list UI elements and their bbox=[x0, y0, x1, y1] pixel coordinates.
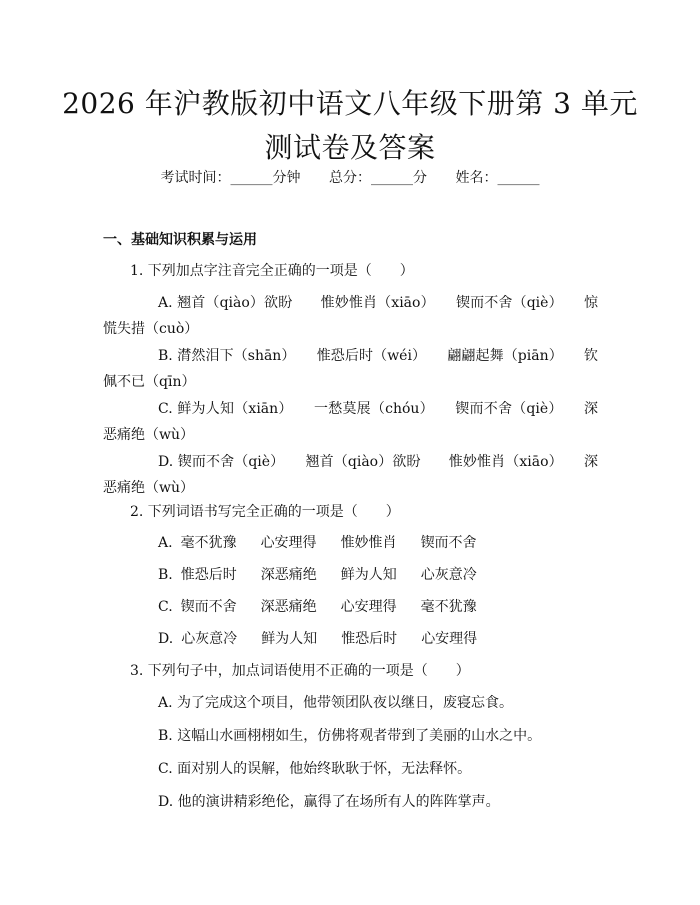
question-1-option-c bbox=[103, 396, 598, 448]
option-word: 深恶痛绝 bbox=[260, 599, 317, 615]
option-text: B. 潸然泪下（shān） 惟恐后时（wéi） 翩翩起舞（piān） 钦佩不已（qīn） bbox=[103, 348, 598, 390]
question-1-stem: 1. 下列加点字注音完全正确的一项是（ ） bbox=[130, 263, 414, 279]
student-name-label: 姓名：______ bbox=[455, 170, 540, 186]
question-2-option-c bbox=[158, 597, 477, 617]
option-word: 毫不犹豫 bbox=[180, 535, 237, 551]
question-2-option-d bbox=[158, 629, 477, 649]
question-3-option-c: C. 面对别人的误解，他始终耿耿于怀，无法释怀。 bbox=[158, 761, 472, 777]
option-word: 锲而不舍 bbox=[180, 599, 237, 615]
option-word: 心安理得 bbox=[260, 535, 317, 551]
option-text: C. 鲜为人知（xiān） 一愁莫展（chóu） 锲而不舍（qiè） 深恶痛绝（wù） bbox=[103, 401, 598, 443]
question-1-option-b bbox=[103, 343, 598, 395]
question-3-option-b: B. 这幅山水画栩栩如生，仿佛将观者带到了美丽的山水之中。 bbox=[158, 728, 542, 744]
option-word: 鲜为人知 bbox=[261, 631, 318, 647]
option-letter: C. bbox=[158, 599, 173, 615]
question-3-option-a: A. 为了完成这个项目，他带领团队夜以继日，废寝忘食。 bbox=[158, 695, 514, 711]
section-title: 一、基础知识积累与运用 bbox=[103, 232, 257, 248]
option-text: A. 翘首（qiào）欲盼 惟妙惟肖（xiāo） 锲而不舍（qiè） 惊慌失措（cuò） bbox=[103, 295, 598, 337]
exam-meta bbox=[0, 168, 700, 188]
option-word: 惟恐后时 bbox=[180, 567, 237, 583]
option-text: D. 锲而不舍（qiè） 翘首（qiào）欲盼 惟妙惟肖（xiāo） 深恶痛绝（wù） bbox=[103, 454, 598, 496]
question-1-option-a bbox=[103, 290, 598, 342]
question-2-option-a bbox=[158, 533, 477, 553]
document-title bbox=[60, 82, 640, 170]
option-letter: D. bbox=[158, 631, 174, 647]
option-letter: B. bbox=[158, 567, 173, 583]
option-word: 锲而不舍 bbox=[420, 535, 477, 551]
option-word: 心灰意冷 bbox=[181, 631, 238, 647]
option-letter: A. bbox=[158, 535, 173, 551]
title-line-1: 2026 年沪教版初中语文八年级下册第 3 单元 bbox=[62, 87, 638, 120]
question-1-option-d bbox=[103, 449, 598, 501]
option-word: 心灰意冷 bbox=[420, 567, 477, 583]
question-2-stem: 2. 下列词语书写完全正确的一项是（ ） bbox=[130, 504, 400, 520]
option-word: 鲜为人知 bbox=[340, 567, 397, 583]
question-3-option-d: D. 他的演讲精彩绝伦，赢得了在场所有人的阵阵掌声。 bbox=[158, 794, 500, 810]
total-score-label: 总分：______分 bbox=[329, 170, 427, 186]
option-word: 心安理得 bbox=[340, 599, 397, 615]
exam-time-label: 考试时间：______分钟 bbox=[160, 170, 301, 186]
option-word: 心安理得 bbox=[421, 631, 478, 647]
option-word: 深恶痛绝 bbox=[260, 567, 317, 583]
option-word: 毫不犹豫 bbox=[420, 599, 477, 615]
question-2-option-b bbox=[158, 565, 477, 585]
question-3-stem: 3. 下列句子中，加点词语使用不正确的一项是（ ） bbox=[130, 663, 470, 679]
option-word: 惟妙惟肖 bbox=[340, 535, 397, 551]
title-line-2: 测试卷及答案 bbox=[264, 131, 436, 164]
option-word: 惟恐后时 bbox=[341, 631, 398, 647]
